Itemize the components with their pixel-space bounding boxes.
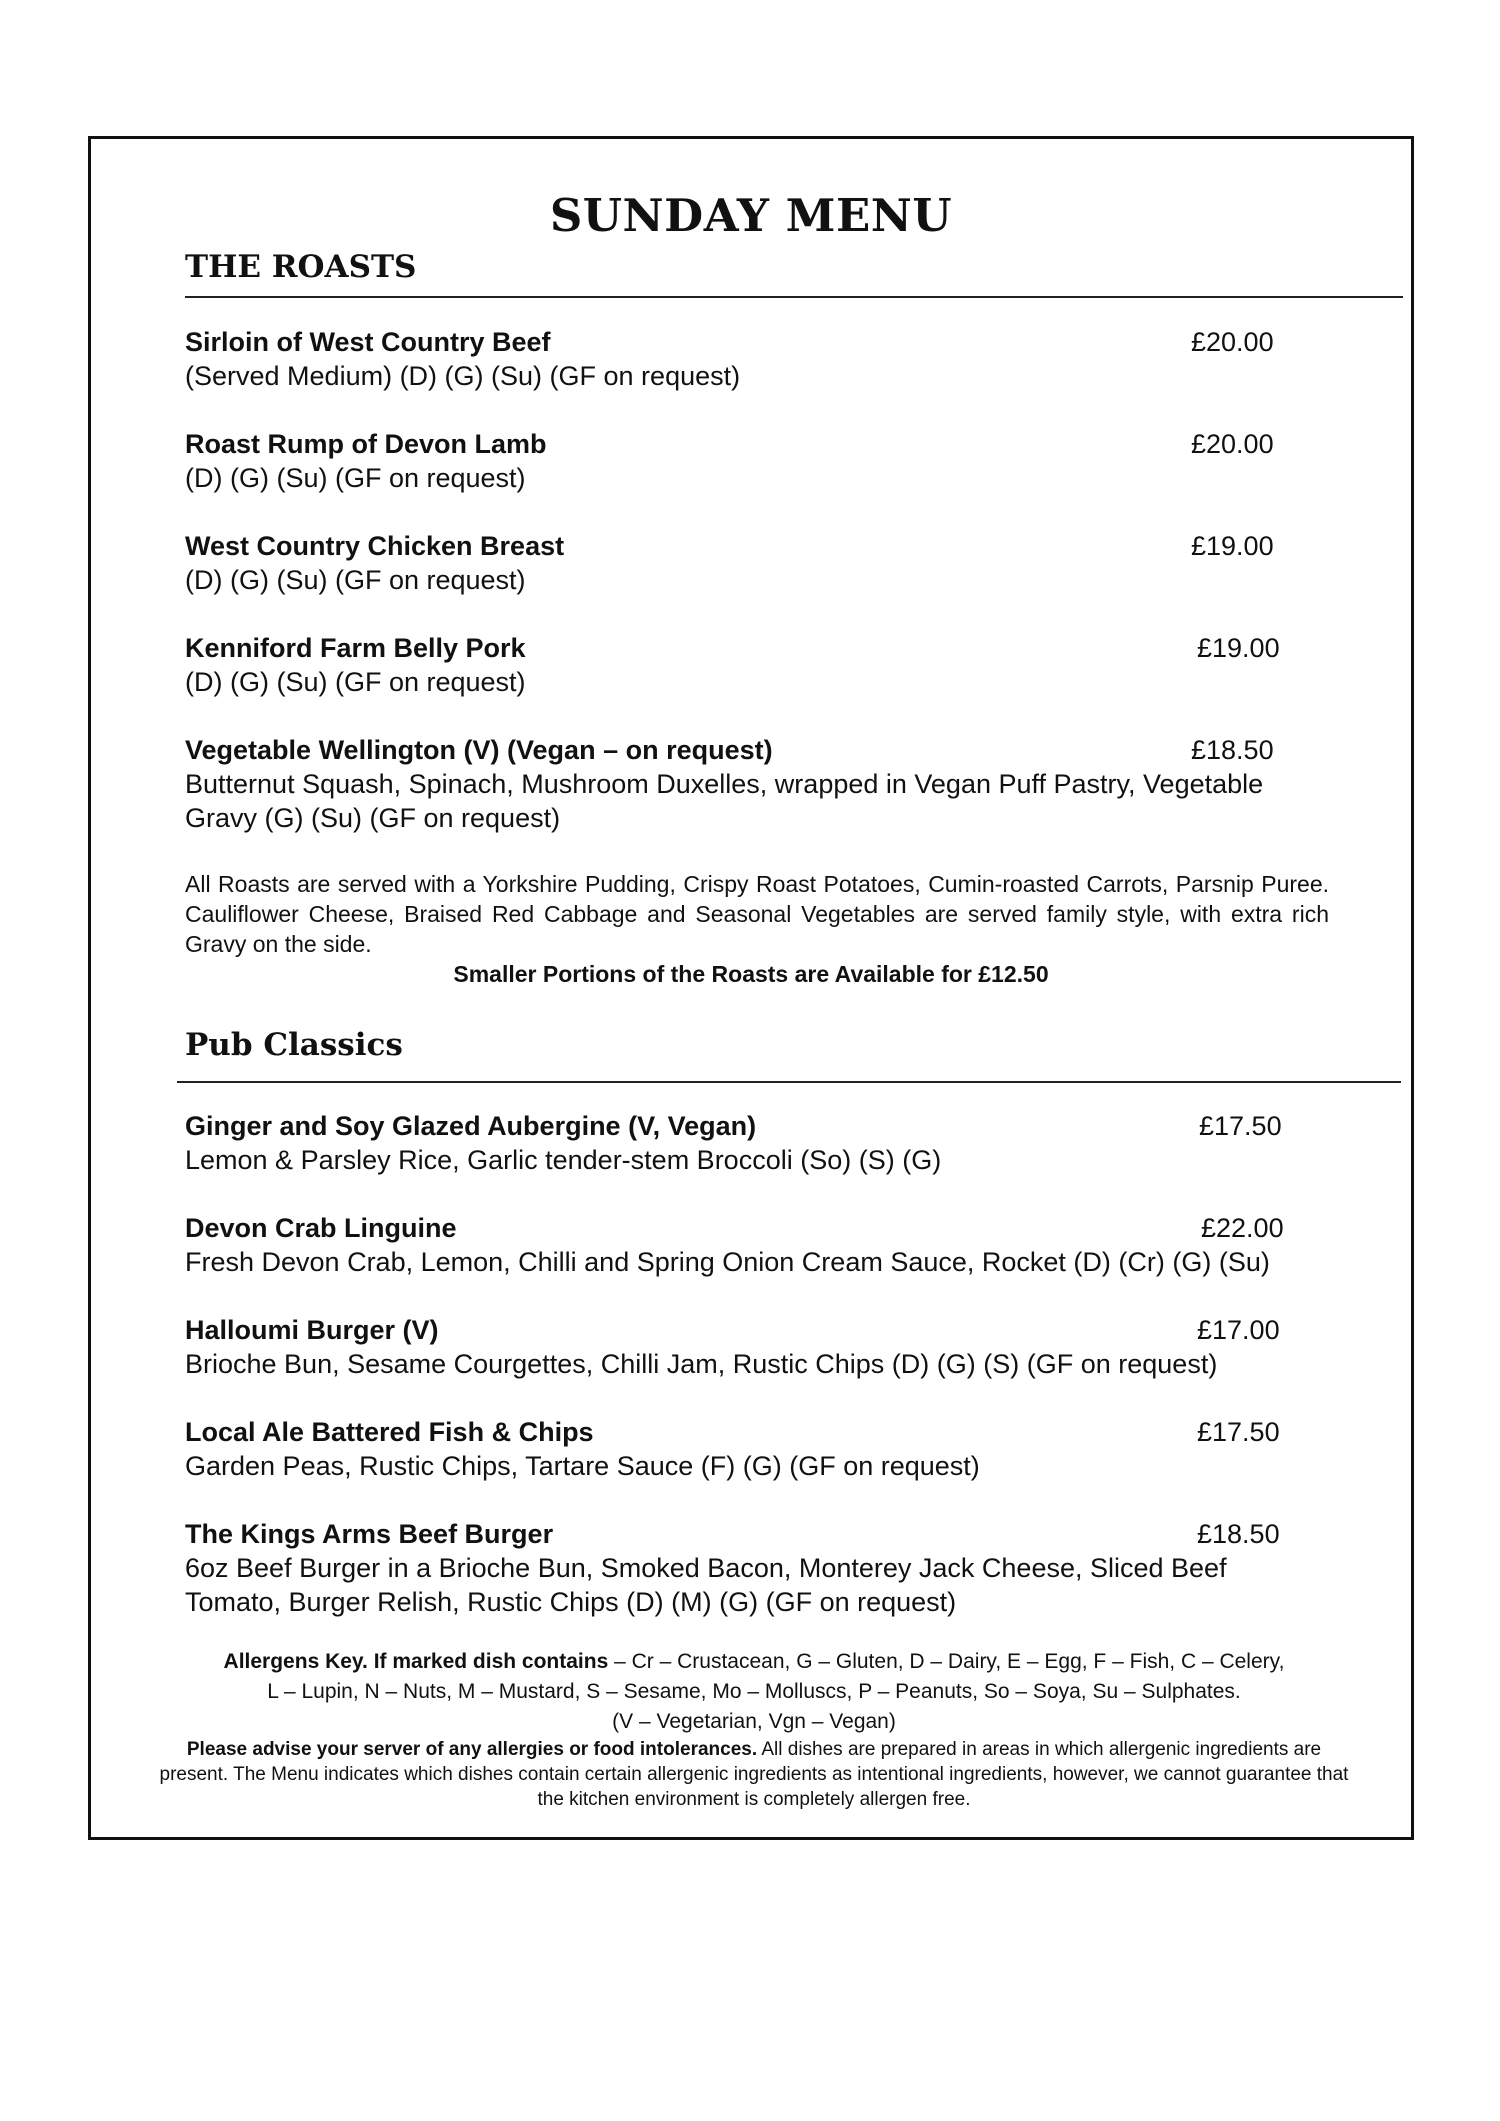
item-price: £20.00 (1191, 327, 1274, 357)
item-price: £22.00 (1201, 1213, 1284, 1243)
allergens-line-2: L – Lupin, N – Nuts, M – Mustard, S – Sesame, Mo – Molluscs, P – Peanuts, So – Soya, Su – Sulphates. (267, 1680, 1241, 1703)
allergens-key-text: – Cr – Crustacean, G – Gluten, D – Dairy, E – Egg, F – Fish, C – Celery, (608, 1650, 1285, 1673)
allergens-key (151, 1647, 1357, 1812)
item-description: Brioche Bun, Sesame Courgettes, Chilli Jam, Rustic Chips (D) (G) (S) (GF on request) (185, 1349, 1218, 1379)
allergens-line-1 (151, 1647, 1357, 1677)
item-description: Garden Peas, Rustic Chips, Tartare Sauce (F) (G) (GF on request) (185, 1451, 980, 1481)
menu-item (185, 427, 1335, 495)
item-description: (D) (G) (Su) (GF on request) (185, 565, 526, 595)
menu-item (185, 1415, 1335, 1483)
item-price: £17.50 (1197, 1417, 1280, 1447)
item-name: Halloumi Burger (V) (185, 1315, 439, 1345)
menu-item (185, 529, 1335, 597)
item-name: Ginger and Soy Glazed Aubergine (V, Vegan) (185, 1111, 757, 1141)
item-description: (Served Medium) (D) (G) (Su) (GF on request) (185, 361, 741, 391)
item-price: £17.00 (1197, 1315, 1280, 1345)
item-description: Butternut Squash, Spinach, Mushroom Duxelles, wrapped in Vegan Puff Pastry, Vegetable Gravy (G) (Su) (GF on request) (185, 769, 1264, 833)
menu-item (185, 1211, 1335, 1279)
item-description: Fresh Devon Crab, Lemon, Chilli and Spring Onion Cream Sauce, Rocket (D) (Cr) (G) (Su) (185, 1247, 1270, 1277)
item-description: Lemon & Parsley Rice, Garlic tender-stem Broccoli (So) (S) (G) (185, 1145, 942, 1175)
item-price: £18.50 (1197, 1519, 1280, 1549)
section-divider (177, 1081, 1401, 1083)
section-heading-roasts: THE ROASTS (185, 249, 417, 285)
item-name: Kenniford Farm Belly Pork (185, 633, 526, 663)
menu-item (185, 1517, 1285, 1619)
allergens-advice (151, 1737, 1357, 1812)
smaller-portions-note: Smaller Portions of the Roasts are Available for £12.50 (453, 961, 1049, 987)
item-price: £19.00 (1197, 633, 1280, 663)
item-name: Sirloin of West Country Beef (185, 327, 551, 357)
item-price: £20.00 (1191, 429, 1274, 459)
allergens-advice-text: All dishes are prepared in areas in which allergenic ingredients are present. The Menu indicates which dishes contain certain allergenic ingredients as intentional ingredients, however, we cannot guarantee that the kitchen environment is completely allergen free. (159, 1739, 1349, 1810)
item-price: £17.50 (1199, 1111, 1282, 1141)
section-divider (185, 296, 1403, 298)
item-price: £19.00 (1191, 531, 1274, 561)
item-name: Local Ale Battered Fish & Chips (185, 1417, 594, 1447)
item-name: West Country Chicken Breast (185, 531, 565, 561)
menu-item (185, 631, 1335, 699)
item-description: (D) (G) (Su) (GF on request) (185, 463, 526, 493)
menu-item (185, 325, 1335, 393)
allergens-line-3: (V – Vegetarian, Vgn – Vegan) (612, 1710, 896, 1733)
item-name: Roast Rump of Devon Lamb (185, 429, 547, 459)
allergens-advice-bold: Please advise your server of any allergies or food intolerances. (186, 1739, 758, 1760)
item-name: Vegetable Wellington (V) (Vegan – on request) (185, 735, 773, 765)
menu-item (185, 1313, 1335, 1381)
roasts-note: All Roasts are served with a Yorkshire Pudding, Crispy Roast Potatoes, Cumin-roasted Carrots, Parsnip Puree. Cauliflower Cheese, Braised Red Cabbage and Seasonal Vegetables are served family style, with extra rich Gravy on the side. (185, 871, 1329, 957)
page-title: SUNDAY MENU (549, 189, 953, 242)
item-name: The Kings Arms Beef Burger (185, 1519, 554, 1549)
item-price: £18.50 (1191, 735, 1274, 765)
item-name: Devon Crab Linguine (185, 1213, 457, 1243)
allergens-key-label: Allergens Key. If marked dish contains (223, 1650, 609, 1673)
section-heading-pub-classics: Pub Classics (185, 1027, 403, 1063)
menu-frame (88, 136, 1414, 1840)
item-description: 6oz Beef Burger in a Brioche Bun, Smoked Bacon, Monterey Jack Cheese, Sliced Beef Tomato, Burger Relish, Rustic Chips (D) (M) (G) (GF on request) (185, 1553, 1227, 1617)
item-description: (D) (G) (Su) (GF on request) (185, 667, 526, 697)
menu-item (185, 733, 1335, 835)
menu-item (185, 1109, 1335, 1177)
